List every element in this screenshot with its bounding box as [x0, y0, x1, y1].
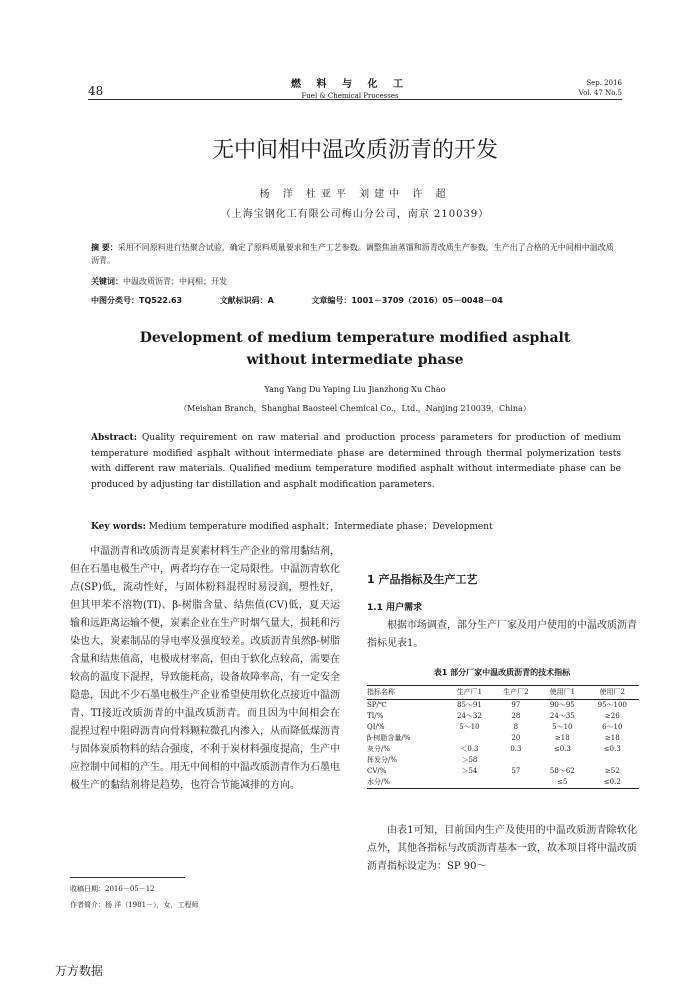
table-cell: 灰分/% — [367, 745, 391, 753]
section-heading-1-1: 1.1 用户需求 — [367, 603, 423, 613]
authors-cn: 杨 洋 杜亚平 刘建中 许 超 — [259, 189, 451, 200]
table-cell — [446, 777, 492, 789]
table-cell: 5～10 — [459, 723, 480, 731]
table-cell: 8 — [513, 723, 519, 731]
table-cell: 58～62 — [549, 767, 575, 775]
table-header-cell: 生产厂2 — [493, 686, 539, 700]
table-cell: ≥18 — [604, 734, 620, 742]
table-row — [367, 744, 639, 755]
table-cell: ≤0.3 — [603, 745, 621, 753]
table-cell: ＞58 — [461, 756, 478, 764]
abstract-cn — [91, 241, 621, 267]
table-row — [367, 733, 639, 744]
section-heading-1: 1 产品指标及生产工艺 — [367, 573, 478, 586]
table-cell: 水分/% — [367, 777, 446, 789]
header-divider — [88, 99, 622, 100]
table-cell — [539, 755, 585, 766]
table-cell: 24～32 — [457, 712, 482, 720]
paper-title-en-line1: Development of medium temperature modified asphalt — [139, 330, 571, 346]
authors-en: Yang Yang Du Yaping Liu Jianzhong Xu Chao — [264, 385, 446, 394]
table-cell: SP/℃ — [367, 701, 387, 709]
table-cell: β-树脂含量/% — [367, 734, 411, 742]
keywords-en-text: Medium temperature modified asphalt；Intermediate phase；Development — [145, 522, 493, 532]
abstract-en — [91, 431, 621, 493]
table-row — [367, 700, 639, 712]
table-row — [367, 766, 639, 777]
table-cell: 95～100 — [597, 701, 627, 709]
issue-volume: Vol. 47 No.5 — [578, 89, 622, 97]
table-cell — [586, 755, 639, 766]
issue-info — [540, 78, 622, 98]
issue-date: Sep. 2016 — [586, 79, 622, 87]
table-cell: ≤0.3 — [553, 745, 571, 753]
journal-name-cn: 燃 料 与 化 工 — [291, 79, 409, 90]
table-cell — [493, 755, 539, 766]
classification-row — [91, 295, 538, 306]
table-cell — [493, 777, 539, 789]
table-cell: 5～10 — [552, 723, 573, 731]
table-cell: QI/% — [367, 723, 385, 731]
table-cell: CV/% — [367, 767, 387, 775]
journal-name-en: Fuel & Chemical Processes — [301, 92, 399, 100]
page-number: 48 — [88, 84, 104, 98]
affiliation-en: （Meishan Branch，Shanghai Baosteel Chemical Co.，Ltd.，Nanjing 210039，China） — [179, 404, 531, 413]
table-header-cell: 使用厂2 — [586, 686, 639, 700]
table-cell: 85～91 — [457, 701, 482, 709]
table-cell: 24～35 — [549, 712, 575, 720]
paper-title-en — [88, 327, 622, 371]
keywords-en — [91, 519, 493, 532]
table-cell: ＜0.3 — [460, 745, 479, 753]
table-cell: 0.3 — [510, 745, 522, 753]
paper-title-cn: 无中间相中温改质沥青的开发 — [211, 138, 498, 163]
table-cell: ＞54 — [461, 767, 478, 775]
table-header-row — [367, 686, 639, 700]
table1 — [367, 685, 639, 789]
keywords-en-label: Key words: — [91, 522, 146, 532]
table-row — [367, 755, 639, 766]
table-cell: ≥52 — [604, 767, 620, 775]
table-cell — [446, 733, 492, 744]
table-header-cell: 生产厂1 — [446, 686, 492, 700]
paragraph-user-demand: 根据市场调查，部分生产厂家及用户使用的中温改质沥青指标见表1。 — [367, 620, 637, 649]
table-cell: 6～10 — [602, 723, 623, 731]
table-cell: ≤0.2 — [586, 777, 639, 789]
footnote-divider — [70, 877, 185, 878]
journal-name — [250, 75, 450, 100]
table-cell: 57 — [511, 767, 521, 775]
table-cell: 97 — [511, 701, 521, 709]
keywords-cn-label: 关键词： — [91, 277, 123, 286]
paper-title-en-line2: without intermediate phase — [246, 352, 464, 368]
table-cell: 28 — [511, 712, 521, 720]
abstract-en-text: Quality requirement on raw material and production process parameters for production of medium temperature modified asphalt without intermediate phase are determined through thermal polymerization tests with different raw materials. Qualified medium temperature modified asphalt without intermediate phase can be produced by adjusting tar distillation and asphalt modification parameters. — [91, 433, 621, 490]
table-row — [367, 777, 639, 789]
abstract-cn-text: 采用不同原料进行热聚合试验，确定了原料质量要求和生产工艺参数。调整焦油蒸馏和沥青改质生产参数，生产出了合格的无中间相中温改质沥青。 — [91, 243, 614, 265]
intro-paragraph: 中温沥青和改质沥青是炭素材料生产企业的常用黏结剂，但在石墨电极生产中，两者均存在一定局限性。中温沥青软化点(SP)低，流动性好，与固体粉料混捏时易浸润，塑性好，但其甲苯不溶物(TI)、β-树脂含量、结焦值(CV)低，夏天运输和远距离运输不便，炭素企业在生产时烟气量大，损耗和污染也大，炭素制品的导电率及强度较差。改质沥青虽然β-树脂含量和结焦值高，电极成材率高，但由于软化点较高，需要在较高的温度下混捏，导致能耗高，设备故障率高，有一定安全隐患，因此不少石墨电极生产企业希望使用软化点接近中温沥青、TI接近改质沥青的中温改质沥青。而且因为中间相会在混捏过程中阻碍沥青向骨料颗粒微孔内渗入，从而降低煤沥青与固体炭质物料的结合强度，不利于炭材料强度提高，生产中应控制中间相的产生。用无中间相的中温改质沥青作为石墨电极生产的黏结剂将是趋势，也符合节能减排的方向。 — [70, 546, 340, 791]
abstract-cn-label: 摘 要： — [91, 243, 118, 252]
clc-number: 中图分类号：TQ522.63 — [91, 296, 183, 305]
document-code: 文献标识码：A — [219, 296, 274, 305]
table-cell: 90～95 — [549, 701, 575, 709]
article-number: 文章编号：1001－3709（2016）05－0048－04 — [311, 296, 503, 305]
table-cell: TI/% — [367, 712, 384, 720]
keywords-cn — [91, 275, 621, 288]
keywords-cn-text: 中温改质沥青；中间相；开发 — [123, 277, 227, 286]
footnote-received: 收稿日期：2016－05－12 — [70, 885, 155, 893]
table-cell: 20 — [511, 734, 521, 742]
table-row — [367, 711, 639, 722]
table-cell: ≥18 — [554, 734, 570, 742]
affiliation-cn: （上海宝钢化工有限公司梅山分公司，南京 210039） — [220, 209, 490, 220]
table-row — [367, 722, 639, 733]
table-cell: ≤5 — [539, 777, 585, 789]
body-left-column — [70, 543, 340, 795]
table-cell: 挥发分/% — [367, 756, 398, 764]
body-right-paragraph-2 — [367, 822, 637, 876]
table1-caption: 表1 部分厂家中温改质沥青的技术指标 — [433, 668, 571, 677]
table-cell: ≥26 — [604, 712, 620, 720]
table-header-cell: 使用厂1 — [539, 686, 585, 700]
paragraph-table-summary: 由表1可知，目前国内生产及使用的中温改质沥青除软化点外，其他各指标与改质沥青基本一致，故本项目将中温改质沥青指标设定为：SP 90～ — [367, 825, 637, 872]
table-header-cell: 指标名称 — [367, 686, 446, 700]
abstract-en-label: Abstract: — [91, 433, 138, 443]
footnote-author: 作者简介：杨 洋（1981－），女，工程师 — [70, 901, 199, 909]
watermark: 万方数据 — [55, 964, 104, 978]
body-right-paragraph-1 — [367, 617, 637, 653]
